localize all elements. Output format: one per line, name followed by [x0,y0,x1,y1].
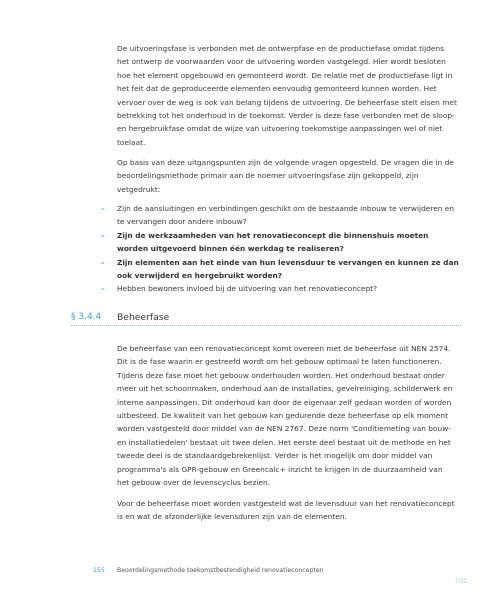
page-number: 155 [93,567,105,574]
section-title: Beheerfase [117,312,170,323]
list-item-text: Zijn elementen aan het einde van hun levensduur te vervangen en kunnen ze dan ook verwijderd en hergebruikt worden? [117,257,459,281]
list-item [101,202,461,229]
list-dash: – [101,284,105,294]
list-dash: – [101,204,105,213]
footer-title: Beoordelingsmethode toekomstbestendigheid renovatieconcepten [117,567,324,574]
list-item [101,229,461,256]
paragraph-beheerfase: De beheerfase van een renovatieconcept komt overeen met de beheerfase uit NEN 2574. Dit is de fase waarin er gestreefd wordt om het gebouw optimaal te laten functioneren. Tijdens deze fase moet het gebouw onderhouden worden. Het onderhoud bestaat onder meer uit het schoonmaken, onderhoud aan de installaties, gevelreiniging, schilderwerk en interne aanpassingen. Dit onderhoud kan door de eigenaar zelf gedaan worden of worden uitbesteed. De kwaliteit van het gebouw kan gedurende deze beheerfase op elk moment worden vastgesteld door middel van de NEN 2767. Deze norm 'Conditiemeting van bouw- en installatiedelen' bestaat uit twee delen. Het eerste deel bestaat uit de methode en het tweede deel is de standaardgebrekenlijst. Verder is het mogelijk om door middel van programma's als GPR-gebouw en Greencalc+ inzicht te krijgen in de duurzaamheid van het gebouw over de levenscyclus bezien. [117,344,453,488]
paragraph-uitvoeringsfase: De uitvoeringsfase is verbonden met de ontwerpfase en de productiefase omdat tijdens het ontwerp de voorwaarden voor de uitvoering worden vastgelegd. Hier wordt besloten hoe het element opgebouwd en gemonteerd wordt. De relatie met de productiefase ligt in het feit dat de geproduceerde elementen eenvoudig gemonteerd kunnen worden. Het vervoer over de weg is ook van belang tijdens de uitvoering. De beheerfase stelt eisen met betrekking tot het onderhoud in de toekomst. Verder is deze fase verbonden met de sloop- en hergebruikfase omdat de wijze van uitvoering toekomstige aanpassingen wel of niet toelaat. [117,44,457,147]
list-dash: – [101,230,105,240]
list-dash: – [101,257,105,267]
paragraph-levensduur: Voor de beheerfase moet worden vastgesteld wat de levensduur van het renovatieconcept is en wat de afzonderlijke levensduren zijn van de elementen. [117,499,455,522]
list-item-text: Zijn de aansluitingen en verbindingen geschikt om de bestaande inbouw te verwijderen en te vervangen door andere inbouw? [117,204,454,227]
toc-link[interactable]: TOC [455,578,468,585]
list-item [101,282,461,295]
list-item [101,256,461,283]
list-item-text: Zijn de werkzaamheden van het renovatieconcept die binnenshuis moeten worden uitgevoerd binnen één werkdag te realiseren? [117,230,429,254]
section-number: § 3.4.4 [71,312,102,322]
question-list [101,202,461,296]
paragraph-vragen-intro: Op basis van deze uitgangspunten zijn de volgende vragen opgesteld. De vragen die in de beoordelingsmethode primair aan de noemer uitvoeringsfase zijn gekoppeld, zijn vetgedrukt: [117,158,454,194]
list-item-text: Hebben bewoners invloed bij de uitvoering van het renovatieconcept? [117,284,378,294]
section-divider [71,325,461,326]
